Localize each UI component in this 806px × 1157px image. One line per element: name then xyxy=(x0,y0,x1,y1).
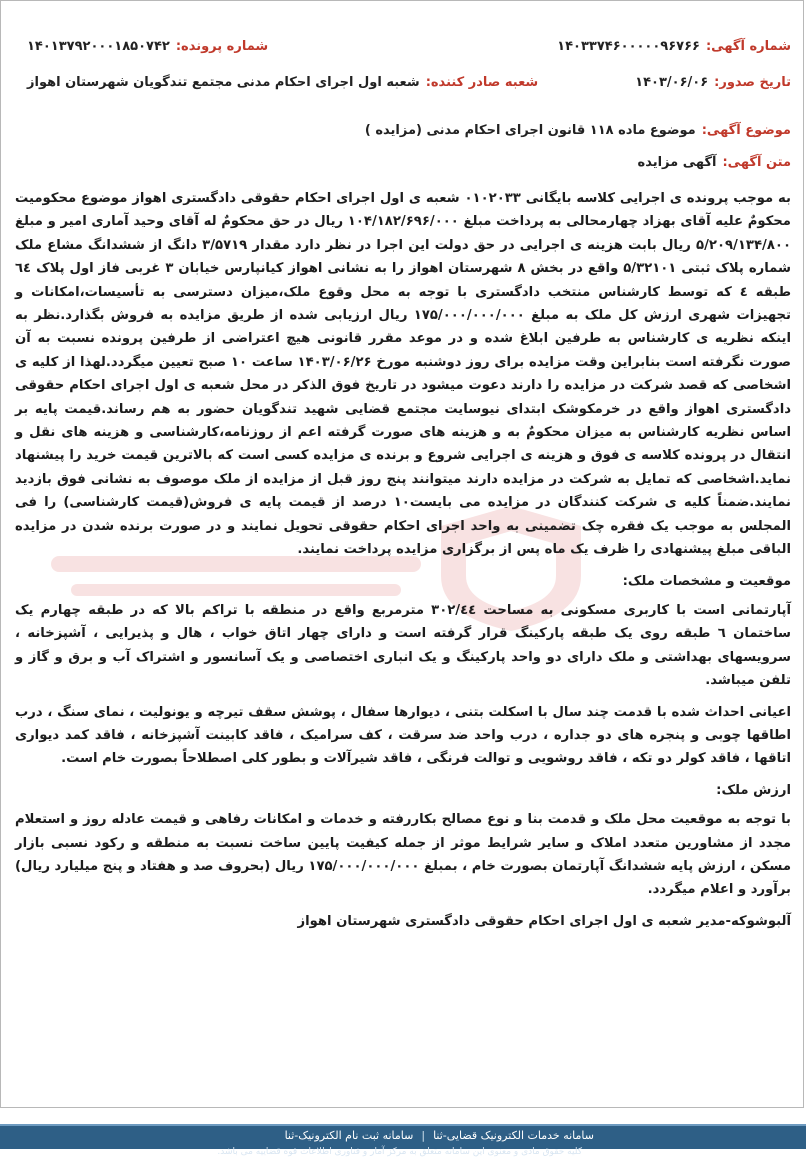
site-footer xyxy=(0,1124,806,1157)
notice-text-label: متن آگهی: xyxy=(722,155,791,170)
issuer-value: شعبه اول اجرای احکام مدنی مجتمع تندگویان شهرستان اهواز xyxy=(27,74,420,90)
notice-text-title: آگهی مزایده xyxy=(637,155,717,170)
notice-number-label: شماره آگهی: xyxy=(705,38,791,54)
bottom-strip xyxy=(0,1108,806,1124)
header-row-1 xyxy=(13,35,791,57)
heading-property-location: موقعیت و مشخصات ملک: xyxy=(622,573,791,589)
footer-link-sana-services[interactable]: سامانه خدمات الکترونیک قضایی-ثنا xyxy=(433,1129,594,1142)
body-paragraph-main: به موجب پرونده ی اجرایی کلاسه بایگانی ۰۱۰۲۰۳۳ شعبه ی اول اجرای احکام حقوقی دادگستری اهواز موضوع محکومیت محکومٌ علیه آقای بهزاد چهارمحالی به پرداخت مبلغ ۱۰۴/۱۸۲/۶۹۶/۰۰۰ ریال در حق محکومٌ له آقای وحید آماری امیر و مبلغ ۵/۲۰۹/۱۳۴/۸۰۰ ریال بابت هزینه ی اجرایی در حق دولت این اجرا در نظر دارد مقدار ۳/۵۷۱۹ دانگ از ششدانگ مشاع ملک شماره پلاک ثبتی ۵/۳۲۱۰۱ واقع در بخش ۸ شهرستان اهواز را به نشانی اهواز کیانپارس خیابان ۳ غربی فاز اول پلاک ٦٤ طبقه ٤ که توسط کارشناس منتخب دادگستری با توجه به محل وقوع ملک،میزان دسترسی به تأسیسات،امکانات و تجهیزات شهری ارزش کل ملک به مبلغ ۱۷۵/۰۰۰/۰۰۰/۰۰۰ ریال ارزیابی شده از طریق مزایده به فروش بگذارد.نظر به اینکه نظریه ی کارشناس به طرفین ابلاغ شده و در موعد مقرر قانونی هیچ اعتراضی از طرفین پرونده نسبت به آن صورت نگرفته است بنابراین وقت مزایده برای روز دوشنبه مورخ ۱۴۰۳/۰۶/۲۶ ساعت ۱۰ صبح تعیین میگردد.لهذا از کلیه ی اشخاصی که قصد شرکت در مزایده را دارند دعوت میشود در تاریخ فوق الذکر در محل شعبه ی اول اجرای احکام حقوقی دادگستری اهواز واقع در خرمکوشک ابتدای نیوسایت مجتمع قضایی شهید تندگویان حضور به هم رساند.قیمت پایه بر اساس نظریه کارشناس به میزان محکومٌ به و هزینه های صورت گرفته اعم از روزنامه،کارشناسی و هزینه های نقل و انتقال در پرونده کلاسه ی فوق و هزینه ی اجرایی شروع و برنده ی مزایده کسی است که بالاترین قیمت خرید را پیشنهاد نماید.اشخاصی که تمایل به شرکت در مزایده دارند میتوانند پنج روز قبل از مزایده از ملک موصوف به نشانی فوق بازدید نمایند.ضمناً کلیه ی شرکت کنندگان در مزایده می بایست۱۰ درصد از قیمت پایه ی فروش(قیمت کارشناسی) را فی المجلس به موجب یک فقره چک تضمینی به واحد اجرای احکام حقوقی تحویل نمایند و در صورت برنده شدن در مزایده الباقی مبلغ پیشنهادی را ظرف یک ماه پس از برگزاری مزایده پرداخت نمایند. xyxy=(15,191,792,558)
header-row-2 xyxy=(13,71,791,93)
footer-links xyxy=(285,1126,594,1142)
issue-date-label: تاریخ صدور: xyxy=(714,74,791,90)
body-paragraph-valuation: با توجه به موقعیت محل ملک و قدمت بنا و نوع مصالح بکاررفته و خدمات و امکانات رفاهی و قیمت عادله روز و استعلام مجدد از مشاورین متعدد املاک و سایر شرایط موثر از جمله کیفیت پایین ساخت نسبت به منطقه و رکود نسبی بازار مسکن ، ارزش پایه ششدانگ آپارتمان بصورت خام ، بمبلغ ۱۷۵/۰۰۰/۰۰۰/۰۰۰ ریال (بحروف صد و هفتاد و پنج میلیارد ریال) برآورد و اعلام میگردد. xyxy=(15,812,791,898)
footer-separator: | xyxy=(421,1129,426,1142)
issuer-label: شعبه صادر کننده: xyxy=(425,74,539,90)
notice-subject xyxy=(365,123,791,138)
body-paragraph-building: اعیانی احداث شده با قدمت چند سال با اسکلت بتنی ، دیوارها سفال ، پوشش سقف تیرچه و یونولیت ، نمای سنگ ، درب اطاقها چوبی و پنجره های دو جداره ، درب واحد ضد سرقت ، کف سرامیک ، فاقد کابینت آشپزخانه ، فاقد کمد دیواری اتاقها ، فاقد کولر دو تکه ، فاقد روشویی و توالت فرنگی ، فاقد شیرآلات و بطور کلی اصطلاحاً بصورت خام است. xyxy=(15,704,791,767)
case-number-label: شماره پرونده: xyxy=(175,38,269,54)
issue-date-value: ۱۴۰۳/۰۶/۰۶ xyxy=(635,74,709,90)
footer-copyright: کلیه حقوق مادی و معنوی این سامانه متعلق به مرکز آمار و فناوری اطلاعات قوه قضاییه می باشد. xyxy=(217,1147,582,1157)
body-paragraph-property: آپارتمانی است با کاربری مسکونی به مساحت ۳۰۲/٤٤ مترمربع واقع در منطقه با تراکم بالا که در طبقه چهارم یک ساختمان ٦ طبقه روی یک طبقه پارکینگ قرار گرفته است و دارای چهار اتاق خواب ، هال و پذیرایی ، آشپزخانه ، سرویسهای بهداشتی و ملک دارای دو واحد پارکینگ و یک انباری اختصاصی و یک آسانسور و اشتراک آب و برق و گاز و تلفن میباشد. xyxy=(15,602,791,689)
notice-subject-value: موضوع ماده ۱۱۸ قانون اجرای احکام مدنی (مزایده ) xyxy=(364,123,696,138)
notice-body xyxy=(15,187,791,941)
issue-date xyxy=(635,75,791,90)
issuer xyxy=(27,75,538,90)
footer-link-sana-registration[interactable]: سامانه ثبت نام الکترونیک-ثنا xyxy=(284,1129,414,1142)
notice-number-value: ۱۴۰۳۳۷۴۶۰۰۰۰۰۹۶۷۶۶ xyxy=(557,38,700,54)
notice-subject-label: موضوع آگهی: xyxy=(701,123,791,138)
signature: آلبوشوکه-مدیر شعبه ی اول اجرای احکام حقوقی دادگستری شهرستان اهواز xyxy=(297,913,791,929)
case-number-value: ۱۴۰۱۳۷۹۲۰۰۰۱۸۵۰۷۴۲ xyxy=(27,38,170,54)
heading-property-value: ارزش ملک: xyxy=(716,782,791,798)
notice-number xyxy=(557,39,791,54)
notice-text-heading xyxy=(638,155,791,170)
case-number xyxy=(27,39,268,54)
